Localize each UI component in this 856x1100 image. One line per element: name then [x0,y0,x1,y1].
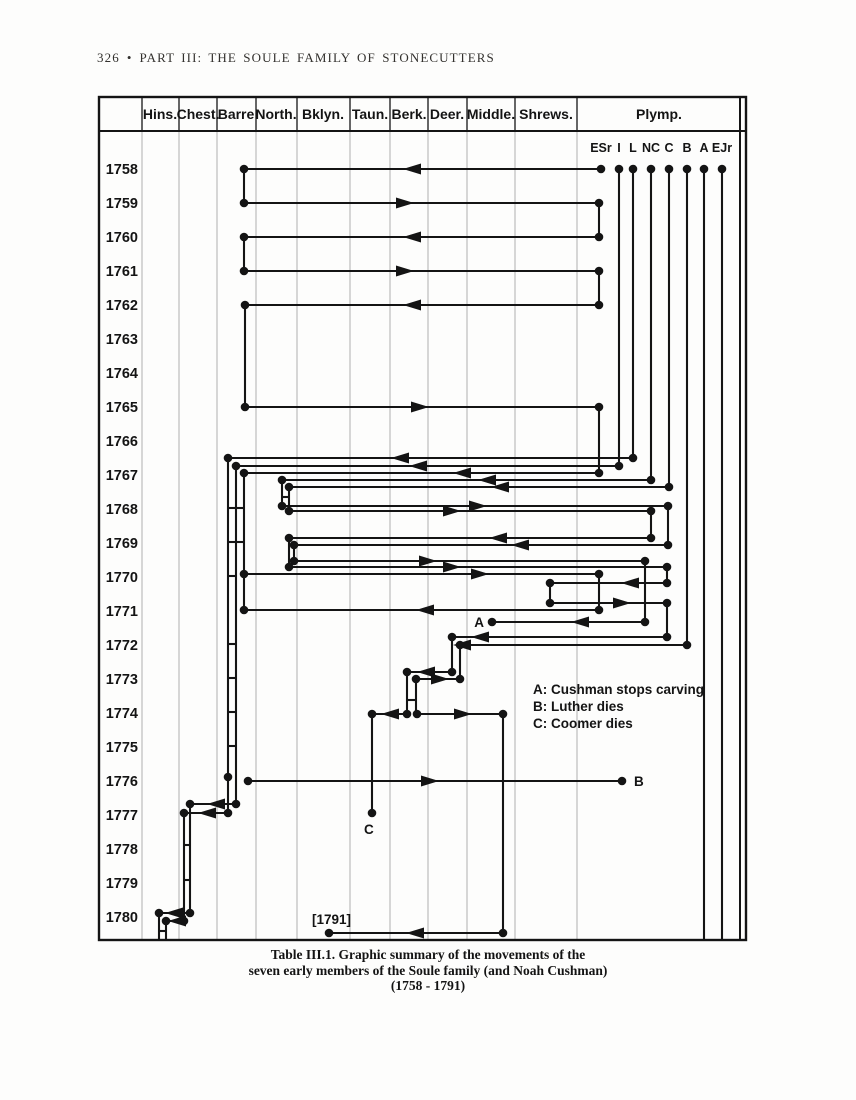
track-dot [155,909,164,918]
person-label: NC [641,141,661,155]
track-dot [663,599,672,608]
track-dot [368,710,377,719]
track-dot [595,570,604,579]
track-dot [595,267,604,276]
arrow-right-icon [613,598,631,609]
track-dot [663,579,672,588]
event-annotation: C [364,822,374,837]
arrow-right-icon [396,266,414,277]
caption-line-2: seven early members of the Soule family (and Noah Cushman) [248,962,608,978]
arrow-left-icon [168,916,186,927]
arrow-left-icon [571,617,589,628]
arrow-right-icon [411,402,429,413]
table-caption [0,947,856,994]
track-dot [240,570,249,579]
year-label: 1779 [105,876,138,892]
track-dot [546,579,555,588]
track-dot [240,165,249,174]
track-dot [241,301,250,310]
year-label: 1775 [105,740,138,756]
year-label: 1767 [105,468,138,484]
year-label: 1777 [105,808,138,824]
caption-line-1: Table III.1. Graphic summary of the movements of the [270,947,586,962]
track-dot [641,618,650,627]
track-dot [413,710,422,719]
track-dot [597,165,606,174]
year-label: 1776 [105,774,138,790]
column-header: Shrews. [519,106,573,122]
year-label: 1771 [105,604,138,620]
year-label: 1768 [105,502,138,518]
track-dot [448,633,457,642]
track-dot [615,165,624,174]
arrow-left-icon [403,232,421,243]
track-dot [595,199,604,208]
track-dot [285,483,294,492]
column-header: Deer. [429,106,465,122]
year-label: 1766 [105,434,138,450]
year-label: 1772 [105,638,138,654]
column-header: Middle. [466,106,516,122]
track-dot [664,541,673,550]
column-header: Taun. [351,106,389,122]
legend-item-a: A: Cushman stops carving [533,682,705,697]
legend-item-b: B: Luther dies [533,699,624,714]
arrow-right-icon [431,674,449,685]
year-label: 1758 [105,162,138,178]
running-head-separator: • [126,50,133,65]
track-dot [285,534,294,543]
track-dot [488,618,497,627]
track-dot [224,454,233,463]
arrow-right-icon [443,562,461,573]
event-annotation: B [634,774,644,789]
arrow-left-icon [511,540,529,551]
track-dot [278,502,287,511]
track-dot [615,462,624,471]
track-dot [618,777,627,786]
track-dot [595,301,604,310]
event-annotation: [1791] [312,912,352,927]
track-dot [595,469,604,478]
track-dot [595,403,604,412]
person-label: EJr [711,141,733,155]
person-label: B [682,141,692,155]
arrow-left-icon [406,928,424,939]
track-dot [665,483,674,492]
part-title: PART III: THE SOULE FAMILY OF STONECUTTERS [139,50,495,65]
track-dot [448,668,457,677]
column-header: Plymp. [636,106,682,122]
track-dot [647,476,656,485]
track-dot [368,809,377,818]
year-label: 1780 [105,910,138,926]
track-dot [240,606,249,615]
year-label: 1761 [105,264,138,280]
track-dot [683,641,692,650]
arrow-right-icon [469,501,487,512]
year-label: 1765 [105,400,138,416]
arrow-left-icon [403,164,421,175]
arrow-left-icon [621,578,639,589]
column-header: Chest. [176,106,220,122]
track-dot [718,165,727,174]
person-label: I [617,141,621,155]
track-dot [403,710,412,719]
year-label: 1770 [105,570,138,586]
person-label: L [629,141,637,155]
track-dot [595,233,604,242]
track-dot [290,541,299,550]
track-dot [241,403,250,412]
arrow-left-icon [403,300,421,311]
track-dot [180,809,189,818]
track-dot [629,165,638,174]
track-dot [240,199,249,208]
arrow-left-icon [489,533,507,544]
track-dot [499,929,508,938]
track-dot [412,675,421,684]
event-annotation: A [474,615,484,630]
person-label: C [664,141,674,155]
year-label: 1769 [105,536,138,552]
track-dot [700,165,709,174]
arrow-right-icon [421,776,439,787]
arrow-left-icon [409,461,427,472]
track-dot [641,557,650,566]
column-header: North. [255,106,297,122]
person-label: ESr [590,141,612,155]
column-gridlines [142,131,577,940]
year-label: 1778 [105,842,138,858]
arrow-right-icon [454,709,472,720]
arrow-right-icon [471,569,489,580]
track-dot [595,606,604,615]
arrow-left-icon [416,605,434,616]
arrow-left-icon [391,453,409,464]
track-dot [647,534,656,543]
track-dot [186,909,195,918]
caption-line-3: (1758 - 1791) [390,978,466,993]
track-dot [499,710,508,719]
track-dot [663,563,672,572]
arrow-left-icon [471,632,489,643]
year-label: 1759 [105,196,138,212]
year-label: 1762 [105,298,138,314]
track-dot [647,507,656,516]
movement-tracks [159,169,722,939]
arrow-left-icon [198,808,216,819]
column-header: Hins. [142,106,178,122]
track-dot [664,502,673,511]
legend-item-c: C: Coomer dies [533,716,633,731]
column-header: Berk. [391,106,427,122]
track-dot [456,675,465,684]
track-dot [683,165,692,174]
arrow-left-icon [453,468,471,479]
track-dot [240,233,249,242]
column-header: Barre [217,106,255,122]
track-dot [663,633,672,642]
track-dot [647,165,656,174]
track-dot [546,599,555,608]
arrow-left-icon [165,908,183,919]
track-dot [285,507,294,516]
track-dot [186,800,195,809]
year-label: 1763 [105,332,138,348]
track-dot [224,773,233,782]
track-dot [403,668,412,677]
arrow-right-icon [443,506,461,517]
legend [533,681,704,732]
page-number: 326 [97,50,120,65]
arrow-left-icon [453,640,471,651]
track-dot [240,469,249,478]
track-dot [232,462,241,471]
track-dot [325,929,334,938]
year-label: 1764 [105,366,138,382]
track-dot [240,267,249,276]
dots-and-arrows [155,164,727,939]
track-dot [285,563,294,572]
arrow-left-icon [478,475,496,486]
track-dot [224,809,233,818]
track-dot [665,165,674,174]
year-label: 1760 [105,230,138,246]
track-dot [278,476,287,485]
track-dot [244,777,253,786]
track-dot [232,800,241,809]
column-header: Bklyn. [301,106,345,122]
year-label: 1774 [105,706,138,722]
arrow-right-icon [396,198,414,209]
track-dot [629,454,638,463]
person-label: A [699,141,709,155]
year-label: 1773 [105,672,138,688]
